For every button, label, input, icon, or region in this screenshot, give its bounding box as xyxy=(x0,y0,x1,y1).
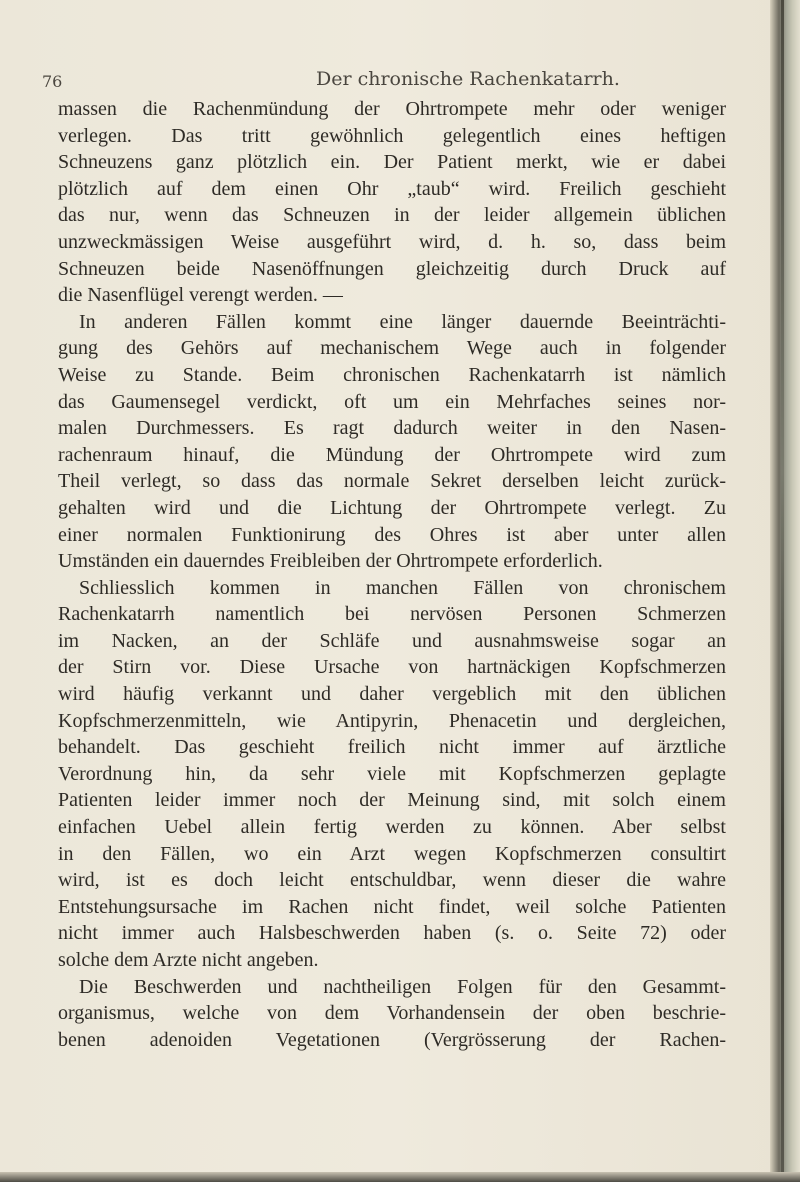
text-line: Schneuzen beide Nasenöffnungen gleichzeitig durch Druck auf xyxy=(58,257,726,280)
text-line: Weise zu Stande. Beim chronischen Rachenkatarrh ist nämlich xyxy=(58,363,726,386)
text-line: Verordnung hin, da sehr viele mit Kopfschmerzen geplagte xyxy=(58,762,726,785)
running-head: Der chronische Rachenkatarrh. xyxy=(316,68,620,90)
text-line: Patienten leider immer noch der Meinung sind, mit solch einem xyxy=(58,789,726,812)
text-line: gung des Gehörs auf mechanischem Wege auch in folgender xyxy=(58,337,726,360)
book-spine-edge xyxy=(781,0,784,1182)
text-line: nicht immer auch Halsbeschwerden haben (s. o. Seite 72) oder xyxy=(58,922,726,945)
text-line: Umständen ein dauerndes Freibleiben der Ohrtrompete erforderlich. xyxy=(58,550,603,573)
text-line: unzweckmässigen Weise ausgeführt wird, d. h. so, dass beim xyxy=(58,230,726,253)
text-line: gehalten wird und die Lichtung der Ohrtrompete verlegt. Zu xyxy=(58,496,726,519)
text-line: plötzlich auf dem einen Ohr „taub“ wird. Freilich geschieht xyxy=(58,177,726,200)
page-bottom-shadow xyxy=(0,1172,800,1182)
text-line: das nur, wenn das Schneuzen in der leider allgemein üblichen xyxy=(58,204,726,227)
text-line: rachenraum hinauf, die Mündung der Ohrtrompete wird zum xyxy=(58,443,726,466)
text-line: der Stirn vor. Diese Ursache von hartnäckigen Kopfschmerzen xyxy=(58,656,726,679)
text-line: Schliesslich kommen in manchen Fällen von chronischem xyxy=(79,576,726,599)
text-line: wird, ist es doch leicht entschuldbar, wenn dieser die wahre xyxy=(58,869,726,892)
text-line: einer normalen Funktionirung des Ohres ist aber unter allen xyxy=(58,523,726,546)
page-edge-shadow xyxy=(770,0,800,1182)
text-line: benen adenoiden Vegetationen (Vergrösserung der Rachen- xyxy=(58,1028,726,1051)
text-line: Theil verlegt, so dass das normale Sekret derselben leicht zurück- xyxy=(58,470,726,493)
text-line: solche dem Arzte nicht angeben. xyxy=(58,949,319,971)
text-line: In anderen Fällen kommt eine länger dauernde Beeinträchti- xyxy=(79,310,726,333)
text-line: verlegen. Das tritt gewöhnlich gelegentlich eines heftigen xyxy=(58,124,726,147)
page-header xyxy=(36,60,752,90)
text-line: Rachenkatarrh namentlich bei nervösen Personen Schmerzen xyxy=(58,603,726,626)
text-line: Kopfschmerzenmitteln, wie Antipyrin, Phenacetin und dergleichen, xyxy=(58,709,726,732)
text-line: wird häufig verkannt und daher vergeblich mit den üblichen xyxy=(58,683,726,706)
text-line: im Nacken, an der Schläfe und ausnahmsweise sogar an xyxy=(58,629,726,652)
text-line: das Gaumensegel verdickt, oft um ein Mehrfaches seines nor- xyxy=(58,390,726,413)
text-line: einfachen Uebel allein fertig werden zu können. Aber selbst xyxy=(58,816,726,839)
text-line: Schneuzens ganz plötzlich ein. Der Patient merkt, wie er dabei xyxy=(58,151,726,174)
text-line: in den Fällen, wo ein Arzt wegen Kopfschmerzen consultirt xyxy=(58,842,726,865)
text-line: massen die Rachenmündung der Ohrtrompete mehr oder weniger xyxy=(58,98,726,120)
page-number: 76 xyxy=(42,72,63,91)
text-line: die Nasenflügel verengt werden. — xyxy=(58,284,343,307)
text-line: behandelt. Das geschieht freilich nicht immer auf ärztliche xyxy=(58,736,726,759)
body-text xyxy=(58,96,726,1053)
text-line: organismus, welche von dem Vorhandensein der oben beschrie- xyxy=(58,1002,726,1025)
text-line: Die Beschwerden und nachtheiligen Folgen für den Gesammt- xyxy=(79,975,726,998)
text-line: malen Durchmessers. Es ragt dadurch weiter in den Nasen- xyxy=(58,417,726,440)
text-line: Entstehungsursache im Rachen nicht findet, weil solche Patienten xyxy=(58,895,726,918)
